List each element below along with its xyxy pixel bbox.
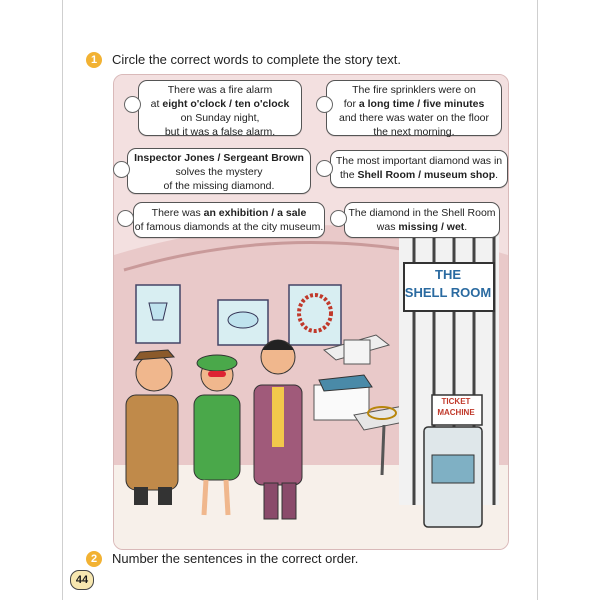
ticket-machine-line1: TICKET [441,397,471,406]
answer-circle-2[interactable] [316,96,333,113]
exercise-1-number: 1 [86,52,102,68]
answer-circle-3[interactable] [113,161,130,178]
callout-text: solves the mystery [175,166,263,178]
display-case-left-icon [136,285,180,343]
callout-text: The fire sprinklers were on [352,84,476,96]
callout-text: There was [151,207,204,219]
callout-sprinklers [326,80,502,136]
callout-text: but it was a false alarm. [164,126,276,138]
exercise-2-instruction: Number the sentences in the correct order. [112,551,359,566]
callout-detective [127,148,311,194]
shell-room-sign-line2: SHELL ROOM [404,285,492,300]
callout-text: The diamond in the Shell Room [348,207,496,219]
answer-circle-5[interactable] [117,210,134,227]
exercise-2-number: 2 [86,551,102,567]
callout-text: of the missing diamond. [163,180,275,192]
callout-text: at [150,98,163,110]
page-number: 44 [70,570,94,590]
answer-choice[interactable]: Shell Room / museum shop [357,169,496,181]
callout-text: There was a fire alarm [167,84,273,96]
answer-circle-4[interactable] [316,160,333,177]
ticket-machine-line2: MACHINE [437,408,475,417]
ticket-machine-sign [431,396,481,418]
shell-room-sign-line1: THE [435,267,461,282]
answer-choice[interactable]: a long time / five minutes [358,98,485,110]
callout-text: . [495,169,499,181]
story-illustration [113,74,509,550]
callout-fire-alarm [138,80,302,136]
callout-exhibition [133,202,325,238]
callout-text: . [464,221,468,233]
callout-diamond-room [330,150,508,188]
answer-choice[interactable]: eight o'clock / ten o'clock [162,98,290,110]
answer-choice[interactable]: an exhibition / a sale [203,207,307,219]
bubbles-decoration-icon [66,4,92,30]
display-case-necklace-icon [289,285,341,345]
callout-text: was [376,221,399,233]
answer-choice[interactable]: missing / wet [398,221,465,233]
callout-text: on Sunday night, [180,112,260,124]
callout-text: of famous diamonds at the city museum. [134,221,324,233]
callout-shell-room [344,202,500,238]
callout-text: and there was water on the floor [338,112,489,124]
callout-text: The most important diamond was in [335,155,503,167]
answer-circle-6[interactable] [330,210,347,227]
callout-text: the [339,169,358,181]
display-case-center-icon [218,300,268,345]
answer-circle-1[interactable] [124,96,141,113]
exercise-1-instruction: Circle the correct words to complete the story text. [112,52,401,67]
museum-scene [114,75,508,549]
callout-text: the next morning. [373,126,455,138]
answer-choice[interactable]: Inspector Jones / Sergeant Brown [134,152,304,164]
callout-text: for [343,98,359,110]
shell-room-sign [403,266,493,302]
